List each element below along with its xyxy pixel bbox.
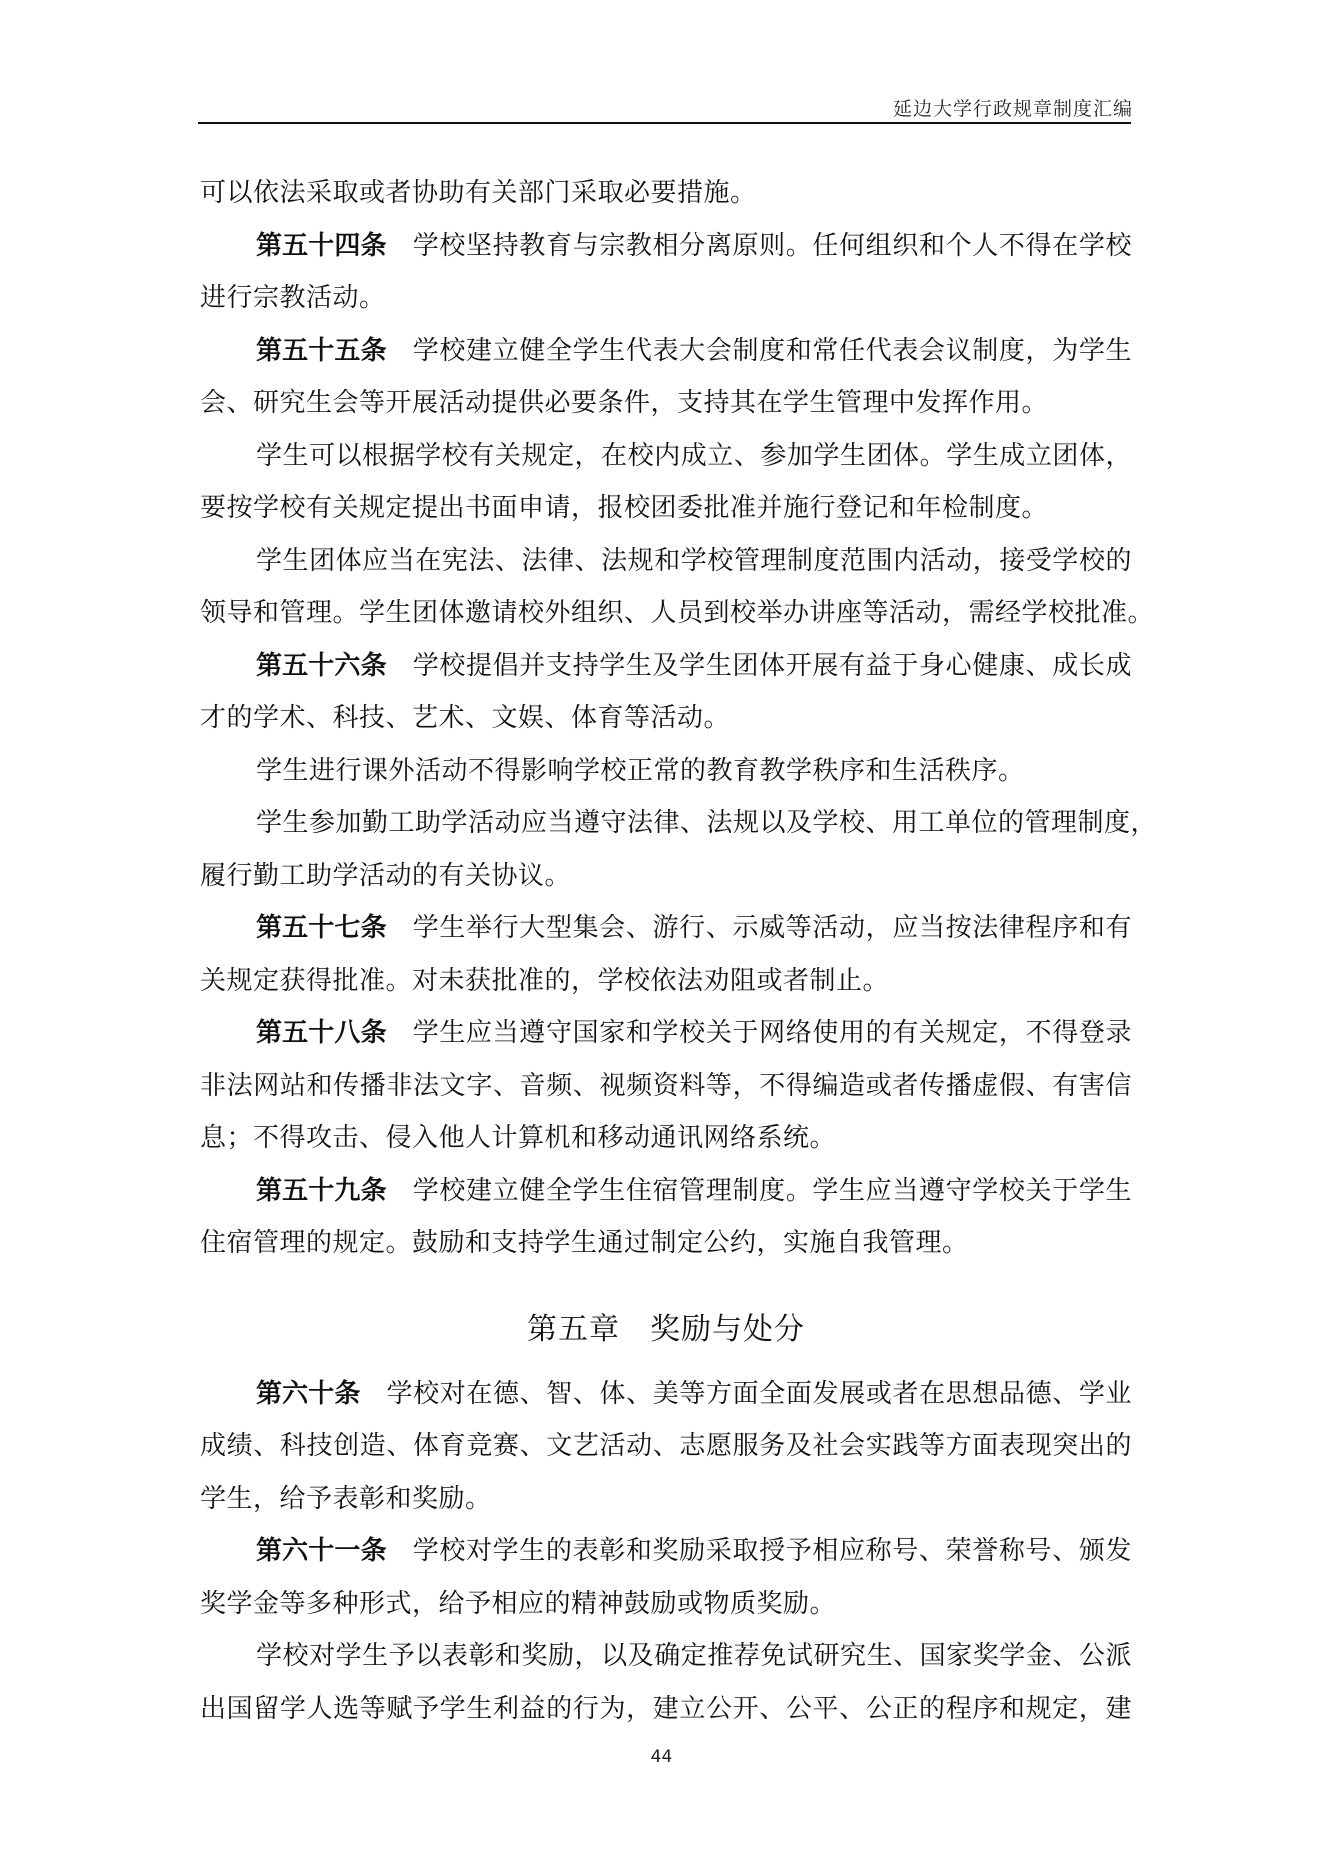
text-line: 要按学校有关规定提出书面申请，报校团委批准并施行登记和年检制度。: [200, 493, 1049, 523]
text-line: 可以依法采取或者协助有关部门采取必要措施。: [200, 178, 757, 208]
text-line: 进行宗教活动。: [200, 283, 386, 313]
article-label: 第五十九条: [256, 1175, 387, 1206]
article-text: 学校对学生的表彰和奖励采取授予相应称号、荣誉称号、颁发: [412, 1536, 1132, 1566]
article-label: 第五十八条: [256, 1018, 387, 1048]
text-line: 住宿管理的规定。鼓励和支持学生通过制定公约，实施自我管理。: [200, 1228, 969, 1258]
text-line: 会、研究生会等开展活动提供必要条件，支持其在学生管理中发挥作用。: [200, 388, 1049, 418]
page-number: 44: [650, 1747, 673, 1767]
article-60-line: [200, 1368, 1132, 1421]
article-text: 学校建立健全学生代表大会制度和常任代表会议制度，为学生: [412, 335, 1132, 366]
article-text: 学生举行大型集会、游行、示威等活动，应当按法律程序和有: [412, 913, 1132, 943]
text-line: 关规定获得批准。对未获批准的，学校依法劝阻或者制止。: [200, 965, 890, 996]
chapter-title: 奖励与处分: [650, 1311, 805, 1347]
article-59-line: [200, 1165, 1132, 1218]
article-57-line: [200, 902, 1132, 955]
article-text: 学校提倡并支持学生及学生团体开展有益于身心健康、成长成: [412, 650, 1132, 681]
text-line: 学生参加勤工助学活动应当遵守法律、法规以及学校、用工单位的管理制度，: [256, 808, 1158, 838]
article-text: 学校对在德、智、体、美等方面全面发展或者在思想品德、学业: [386, 1378, 1132, 1409]
article-text: 学生应当遵守国家和学校关于网络使用的有关规定，不得登录: [412, 1018, 1132, 1048]
article-label: 第五十五条: [256, 335, 387, 366]
document-header-title: 延边大学行政规章制度汇编: [892, 98, 1133, 120]
article-54-line: [200, 220, 1132, 273]
text-line: 成绩、科技创造、体育竞赛、文艺活动、志愿服务及社会实践等方面表现突出的: [200, 1431, 1132, 1461]
article-label: 第五十四条: [256, 230, 387, 261]
text-line: 学生进行课外活动不得影响学校正常的教育教学秩序和生活秩序。: [256, 755, 1025, 786]
chapter-heading: [200, 1292, 1132, 1368]
article-label: 第六十一条: [256, 1536, 387, 1566]
text-line: 履行勤工助学活动的有关协议。: [200, 860, 572, 891]
header-divider: [198, 122, 1131, 124]
chapter-number: 第五章: [527, 1311, 620, 1347]
text-line: 领导和管理。学生团体邀请校外组织、人员到校举办讲座等活动，需经学校批准。: [200, 598, 1155, 628]
text-line: 息；不得攻击、侵入他人计算机和移动通讯网络系统。: [200, 1123, 837, 1153]
article-label: 第五十六条: [256, 650, 387, 681]
text-line: 学生，给予表彰和奖励。: [200, 1483, 492, 1514]
article-text: 学校建立健全学生住宿管理制度。学生应当遵守学校关于学生: [412, 1175, 1132, 1206]
document-body: [200, 167, 1158, 1735]
article-text: 学校坚持教育与宗教相分离原则。任何组织和个人不得在学校: [412, 230, 1132, 261]
article-56-line: [200, 640, 1132, 693]
article-55-line: [200, 325, 1132, 378]
article-label: 第六十条: [256, 1378, 361, 1409]
text-line: 学校对学生予以表彰和奖励，以及确定推荐免试研究生、国家奖学金、公派: [256, 1641, 1132, 1671]
article-61-line: [200, 1525, 1132, 1578]
text-line: 学生可以根据学校有关规定，在校内成立、参加学生团体。学生成立团体，: [256, 440, 1132, 471]
text-line: 非法网站和传播非法文字、音频、视频资料等，不得编造或者传播虚假、有害信: [200, 1070, 1132, 1101]
text-line: 出国留学人选等赋予学生利益的行为，建立公开、公平、公正的程序和规定，建: [200, 1693, 1132, 1724]
article-label: 第五十七条: [256, 913, 387, 943]
text-line: 学生团体应当在宪法、法律、法规和学校管理制度范围内活动，接受学校的: [256, 545, 1132, 576]
text-line: 才的学术、科技、艺术、文娱、体育等活动。: [200, 703, 731, 733]
article-58-line: [200, 1007, 1132, 1060]
text-line: 奖学金等多种形式，给予相应的精神鼓励或物质奖励。: [200, 1588, 837, 1619]
